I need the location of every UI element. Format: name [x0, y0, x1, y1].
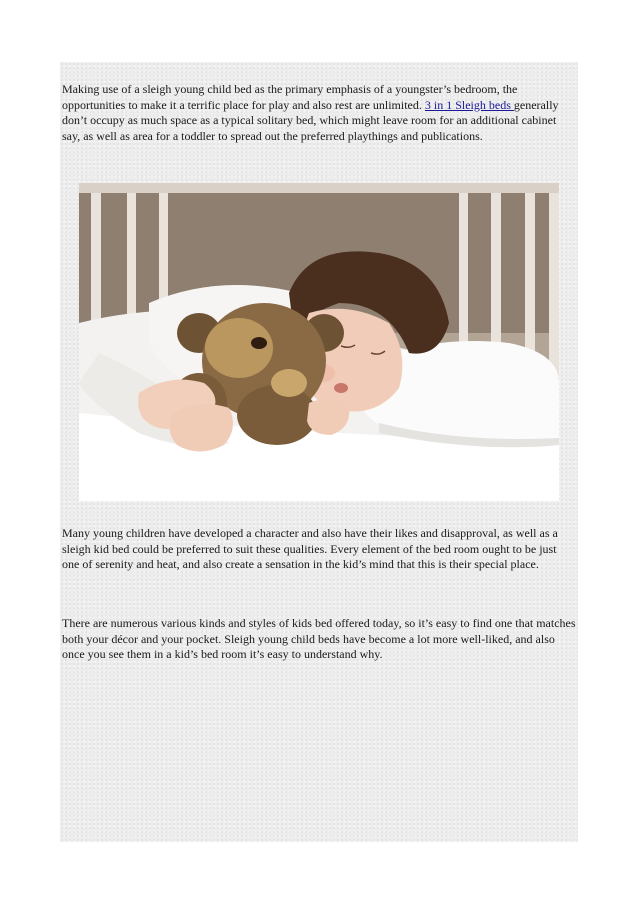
paragraph-intro-text-end: generally don’t occupy as much space as a typical solitary bed, which might leave room for an additional cabinet say, as well as area for a toddler to spread out the preferred playthings and publications.	[62, 97, 559, 143]
paragraph-intro	[62, 82, 576, 144]
sleigh-beds-link[interactable]: 3 in 1 Sleigh beds	[424, 97, 514, 112]
document-page	[60, 62, 578, 842]
paragraph-intro-text-start: Making use of a sleigh young child bed as the primary emphasis of a youngster’s bedroom, the opportunities to make it a terrific place for play and also rest are unlimited.	[62, 82, 518, 112]
paragraph-styles: There are numerous various kinds and styles of kids bed offered today, so it’s easy to find one that matches both your décor and your pocket. Sleigh young child beds have become a lot more well-liked, and also once you see them in a kid’s bed room it’s easy to understand why.	[62, 616, 576, 662]
sleeping-toddler-photo	[79, 183, 559, 501]
paragraph-character: Many young children have developed a character and also have their likes and disapproval, as well as a sleigh kid bed could be preferred to suit these qualities. Every element of the bed room ought to be just one of serenity and heat, and also create a sensation in the kid’s mind that this is their special place.	[62, 526, 558, 572]
